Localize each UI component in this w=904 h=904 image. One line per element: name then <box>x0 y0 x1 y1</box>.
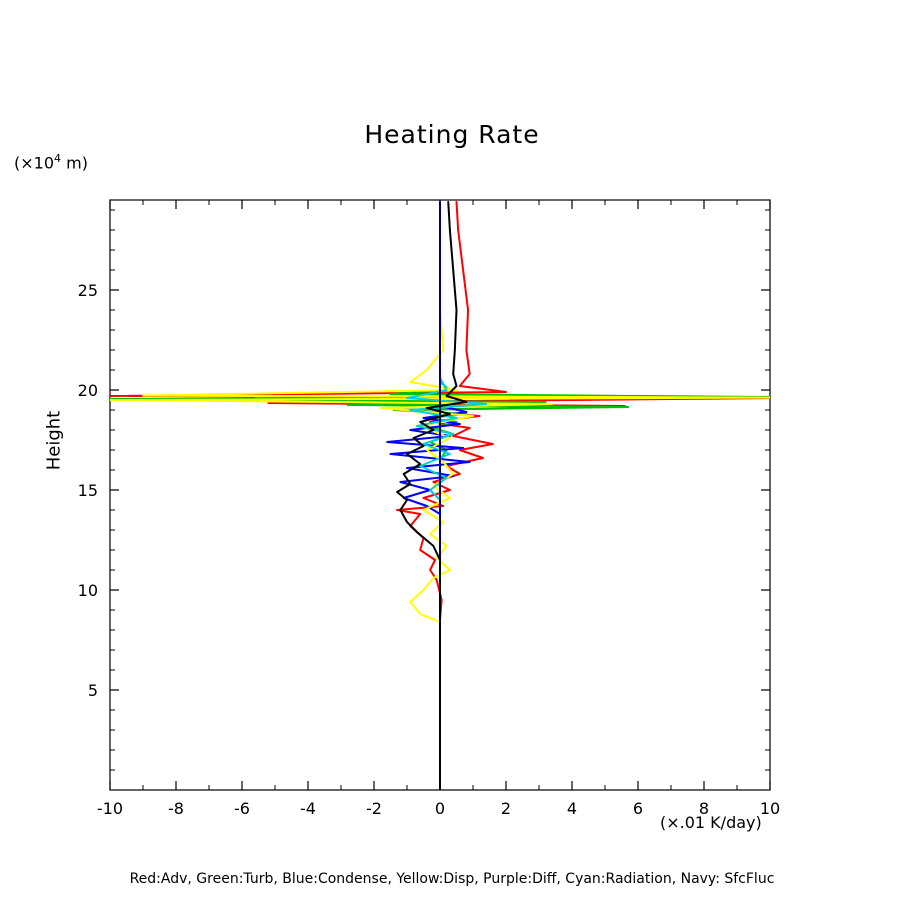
x-tick-label: -8 <box>168 799 184 818</box>
x-axis-units-label: (×.01 K/day) <box>660 813 762 832</box>
x-tick-label: 2 <box>500 799 512 818</box>
y-tick-label: 25 <box>77 281 98 300</box>
x-tick-label: 4 <box>566 799 578 818</box>
chart-title: Heating Rate <box>364 120 540 149</box>
x-tick-label: -10 <box>96 799 124 818</box>
x-tick-label: 10 <box>759 799 781 818</box>
x-tick-label: 8 <box>698 799 710 818</box>
y-tick-label: 20 <box>77 381 98 400</box>
x-tick-label: -4 <box>300 799 316 818</box>
legend-text: Red:Adv, Green:Turb, Blue:Condense, Yellow:Disp, Purple:Diff, Cyan:Radiation, Navy: SfcFluc <box>129 871 775 887</box>
x-tick-label: 0 <box>434 799 446 818</box>
x-tick-label: -6 <box>234 799 250 818</box>
x-tick-label: -2 <box>366 799 382 818</box>
y-axis-label: Height <box>43 410 65 471</box>
y-axis-units-label: ($\times 10^4$ m) <box>14 152 88 173</box>
y-tick-label: 5 <box>87 681 98 700</box>
y-tick-label: 15 <box>77 481 98 500</box>
x-tick-label: 6 <box>632 799 644 818</box>
y-tick-label: 10 <box>77 581 98 600</box>
series-group <box>110 202 770 790</box>
